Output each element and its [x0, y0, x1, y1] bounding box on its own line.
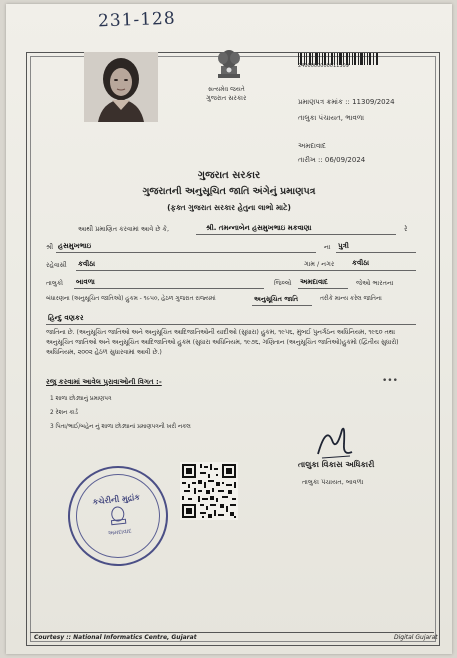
stamp-line-2: અમદાવાદ — [107, 527, 132, 538]
certificate-sheet — [6, 4, 452, 654]
state-emblem — [212, 44, 246, 84]
document-item-3: 3 પિતા/ભાઈ/બહેન નું શાળા છોડ્યાનાં પ્રમાણપત્રની ખરી નકલ — [50, 424, 191, 430]
issue-date: તારીખ :: 06/09/2024 — [298, 156, 366, 164]
document-item-2: 2 રેશન કાર્ડ — [50, 410, 78, 416]
village-value: કવીઠા — [352, 259, 370, 267]
certificate-number: પ્રમાણપત્ર ક્રમાંક :: 11309/2024 — [298, 98, 395, 106]
district-label: જિલ્લો — [274, 279, 292, 287]
father-prefix: શ્રી — [46, 243, 54, 251]
applicant-name: શ્રી. તમન્નાબેન હસમુખભાઇ મકવાણા — [206, 224, 312, 232]
govt-heading: ગુજરાત સરકાર — [197, 170, 261, 181]
footer-courtesy: Courtesy :: National Informatics Centre, Gujarat — [34, 634, 197, 641]
barcode-number: 2400000000011309 — [298, 63, 349, 69]
stamp-emblem-icon — [104, 504, 132, 529]
emblem-caption-1: સત્યમેવ જયતે — [208, 86, 245, 93]
state-label: જેઓ ભારતના — [356, 279, 394, 287]
order-suffix: તરીકે માન્ય કરેલ જાતિના — [320, 296, 382, 302]
order-text: બંધારણના (અનુસૂચિત જાતિઓ) હુકમ - ૧૯૫૦, હેઠળ ગુજરાત રાજ્યમાં — [46, 296, 216, 302]
dots-decoration: ••• — [382, 376, 398, 386]
issue-place: અમદાવાદ — [298, 142, 326, 150]
taluka-label: તાલુકો — [46, 279, 64, 287]
applicant-photo — [84, 52, 158, 122]
relation-value: પુત્રી — [338, 242, 349, 250]
taluka-value: બાવળા — [76, 278, 95, 286]
emblem-caption-2: ગુજરાત સરકાર — [206, 94, 247, 102]
legal-paragraph: જાતિના છે. (અનુસૂચિત જાતિઓ અને અનુસૂચિત આદિજાતિઓની યાદીઓ (સુધારા) હુકમ, ૧૯૫૬, મુંબઈ પુનર્ગઠન અધિનિયમ, ૧૯૬૦ તથા અનુસૂચિત જાતિઓ અને અનુસૂચિત આદિજાતિઓ હુકમ (સુધારા અધિનિયમ, ૧૯૭૬, ગણિતાન (અનુસૂચિત જાતિઓ)હુકમો (દ્વિતીય સુધારો) અધિનિયમ, ૨૦૦૨ હેઠળ સુધારવામાં આવી છે.) — [46, 329, 399, 356]
certificate-subtitle: (ફક્ત ગુજરાત સરકાર હેતુના લાભો માટે) — [167, 203, 291, 212]
document-item-1: 1 શાળા છોડ્યાનું પ્રમાણપત્ર — [50, 396, 112, 402]
intro-label: આથી પ્રમાણિત કરવામાં આવે છે કે, — [78, 225, 170, 233]
signatory-title: તાલુકા વિકાસ અધિકારી — [298, 460, 375, 469]
resident-value: કવીઠા — [78, 260, 96, 268]
father-name: હસમુખભાઇ — [58, 242, 92, 250]
resident-label: રહેવાસી — [46, 261, 67, 269]
certificate-title: ગુજરાતની અનુસૂચિત જાતિ અંગેનું પ્રમાણપત્ર — [142, 186, 316, 197]
village-label: ગામ / નગર — [304, 260, 335, 268]
signatory-office: તાલુકા પંચાયત, બાવળા — [302, 478, 364, 486]
order-value: અનુસૂચિત જાતિ — [254, 295, 299, 303]
issuing-office: તાલુકા પંચાયત, ભાવળા — [298, 114, 365, 122]
footer-brand: Digital Gujarat — [394, 634, 438, 641]
handwritten-note: 231-128 — [97, 8, 176, 32]
district-value: અમદાવાદ — [300, 278, 328, 286]
re-label: રે — [404, 225, 408, 233]
relation-label: ના — [324, 243, 331, 251]
documents-heading: રજુ કરવામાં આવેલ પુરાવાઓની વિગત :- — [46, 378, 162, 386]
qr-code — [180, 462, 238, 520]
caste-value: હિન્દુ વણકર — [48, 314, 84, 322]
stamp-line-1: કચેરીની મુદ્રાંક — [92, 492, 141, 507]
